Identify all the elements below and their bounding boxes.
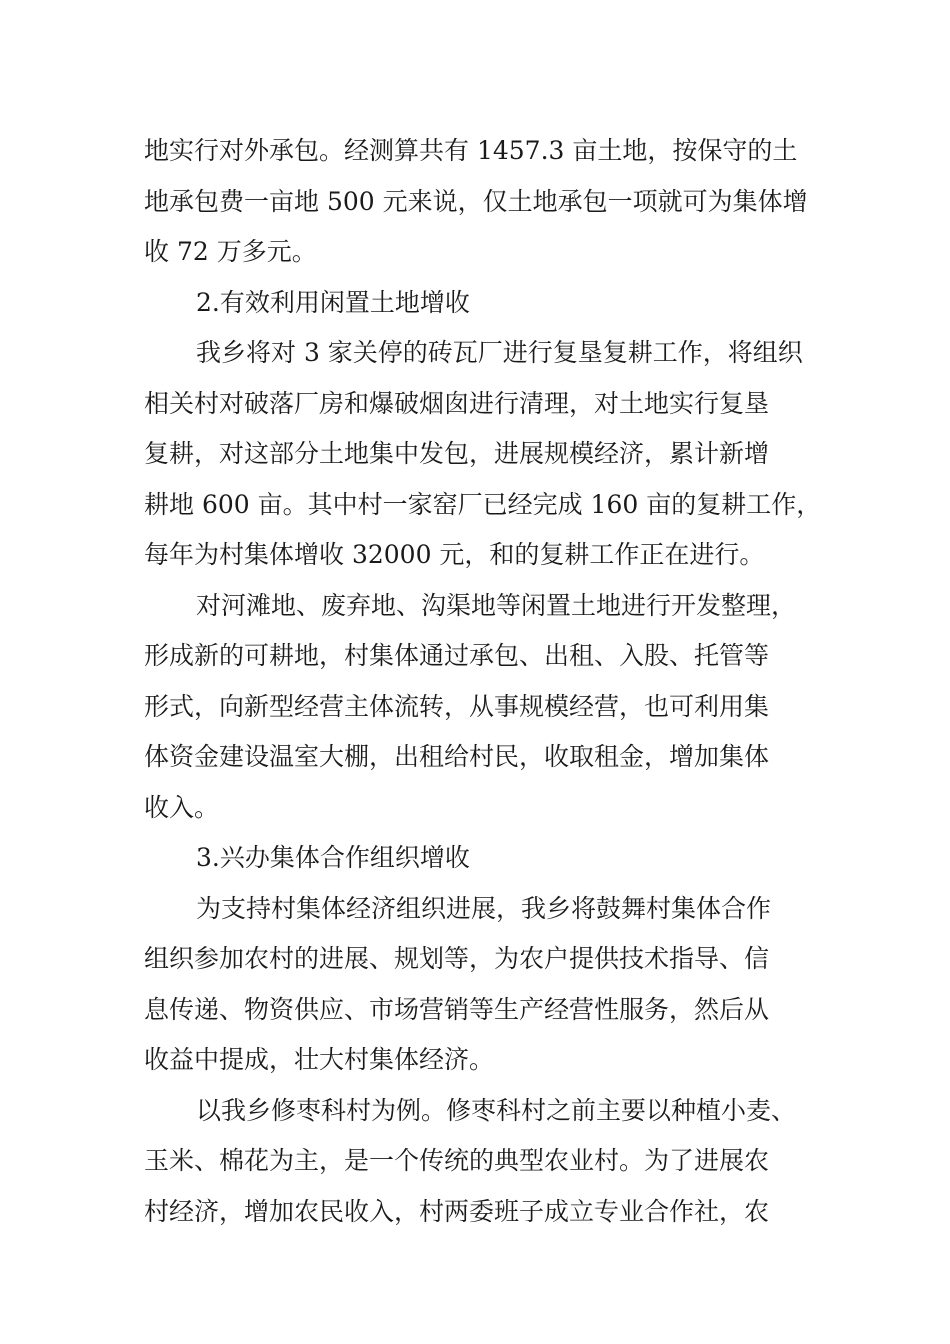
body-line: 组织参加农村的进展、规划等，为农户提供技术指导、信: [144, 944, 770, 973]
body-line: 复耕，对这部分土地集中发包，进展规模经济，累计新增: [144, 439, 770, 468]
body-line: 每年为村集体增收 32000 元，和的复耕工作正在进行。: [144, 540, 765, 569]
body-line: 我乡将对 3 家关停的砖瓦厂进行复垦复耕工作，将组织: [196, 338, 803, 367]
body-line: 玉米、棉花为主，是一个传统的典型农业村。为了进展农: [144, 1146, 770, 1175]
body-line: 耕地 600 亩。其中村一家窑厂已经完成 160 亩的复耕工作，: [144, 489, 822, 519]
body-line: 形式，向新型经营主体流转，从事规模经营，也可利用集: [144, 691, 770, 721]
body-line: 对河滩地、废弃地、沟渠地等闲置土地进行开发整理，: [196, 590, 797, 620]
section-heading: 3.兴办集体合作组织增收: [196, 843, 470, 872]
body-line: 地承包费一亩地 500 元来说，仅土地承包一项就可为集体增: [144, 186, 808, 216]
body-line: 形成新的可耕地，村集体通过承包、出租、入股、托管等: [144, 641, 770, 670]
section-heading: 2.有效利用闲置土地增收: [196, 287, 470, 317]
body-line: 相关村对破落厂房和爆破烟囱进行清理，对土地实行复垦: [144, 388, 770, 418]
body-line: 为支持村集体经济组织进展，我乡将鼓舞村集体合作: [196, 893, 772, 923]
body-line: 收 72 万多元。: [144, 237, 317, 266]
body-line: 收入。: [144, 792, 220, 822]
body-line: 体资金建设温室大棚，出租给村民，收取租金，增加集体: [144, 742, 770, 771]
document-body: [144, 126, 822, 1237]
body-line: 村经济，增加农民收入，村两委班子成立专业合作社，农: [144, 1196, 770, 1226]
body-line: 地实行对外承包。经测算共有 1457.3 亩土地，按保守的土: [144, 136, 798, 165]
body-line: 息传递、物资供应、市场营销等生产经营性服务，然后从: [144, 994, 770, 1024]
body-line: 以我乡修枣科村为例。修枣科村之前主要以种植小麦、: [196, 1095, 797, 1125]
body-line: 收益中提成，壮大村集体经济。: [144, 1045, 495, 1074]
